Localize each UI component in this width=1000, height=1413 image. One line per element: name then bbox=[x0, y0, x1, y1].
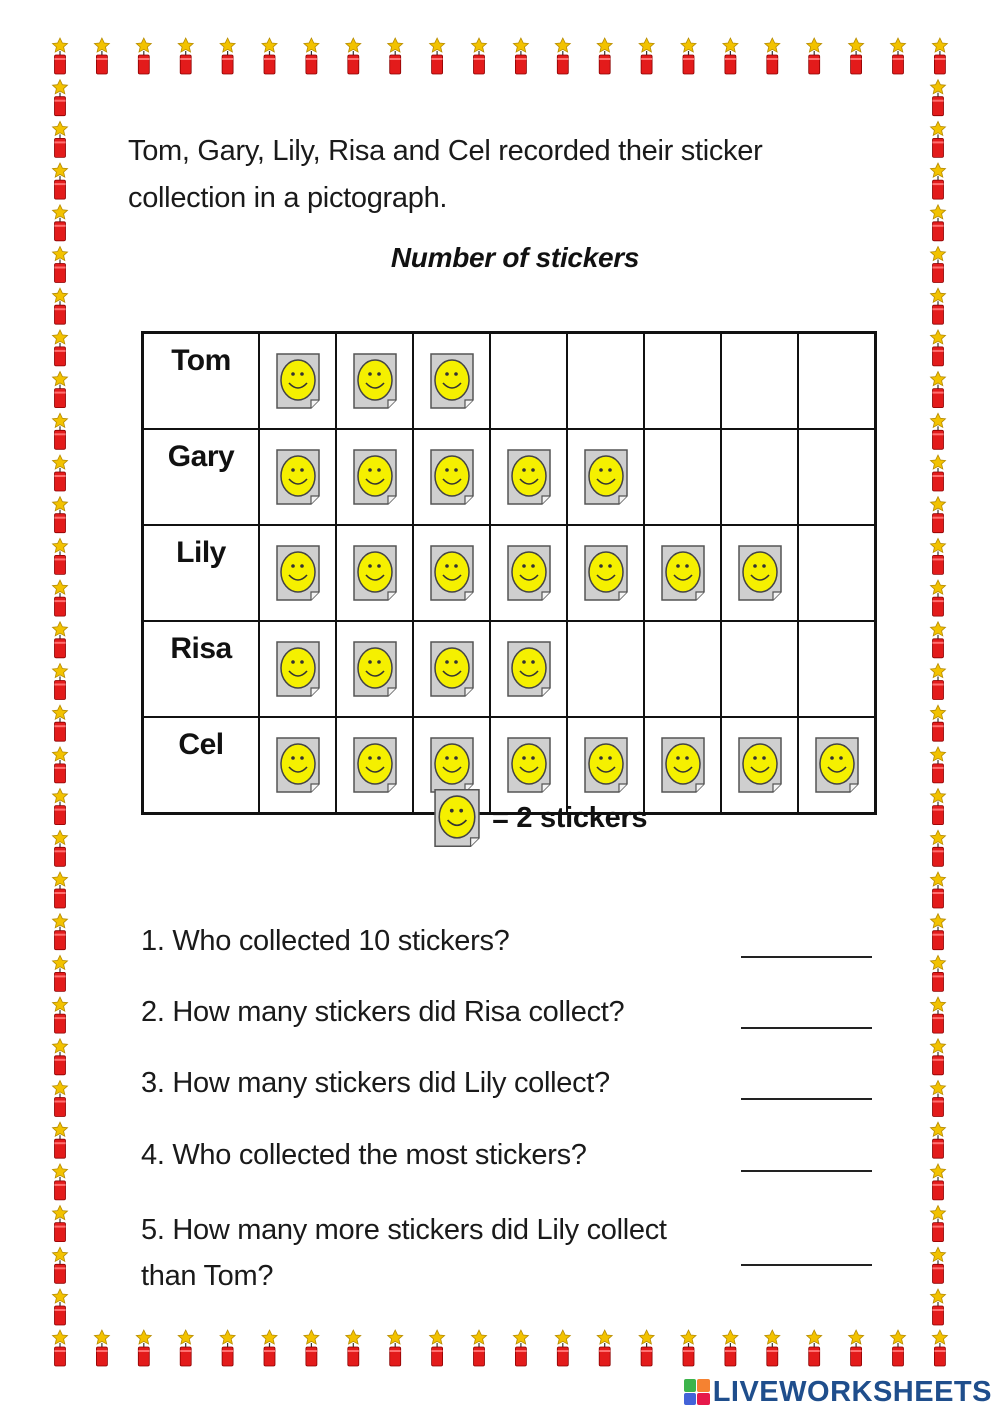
firecracker-icon bbox=[53, 705, 68, 741]
firecracker-icon bbox=[931, 372, 946, 408]
firecracker-icon bbox=[555, 38, 570, 74]
question-text: 5. How many more stickers did Lily collect than Tom? bbox=[141, 1214, 667, 1292]
question-1 bbox=[141, 918, 701, 964]
firecracker-icon bbox=[53, 872, 68, 908]
smiley-sticker-icon bbox=[584, 448, 628, 506]
smiley-sticker-icon bbox=[276, 544, 320, 602]
firecracker-icon bbox=[723, 1330, 738, 1366]
pictograph-table bbox=[141, 331, 877, 815]
firecracker-icon bbox=[932, 1330, 947, 1366]
firecracker-icon bbox=[555, 1330, 570, 1366]
firecracker-icon bbox=[53, 38, 68, 74]
firecracker-icon bbox=[53, 914, 68, 950]
pictograph-cell bbox=[259, 717, 336, 814]
pictograph-cell bbox=[413, 333, 490, 430]
firecracker-icon bbox=[931, 914, 946, 950]
firecracker-icon bbox=[931, 1039, 946, 1075]
firecracker-icon bbox=[681, 38, 696, 74]
firecracker-icon bbox=[639, 1330, 654, 1366]
pictograph-cell bbox=[798, 429, 876, 525]
smiley-sticker-icon bbox=[430, 640, 474, 698]
firecracker-icon bbox=[931, 705, 946, 741]
firecracker-icon bbox=[388, 38, 403, 74]
pictograph-cell bbox=[490, 333, 567, 430]
smiley-sticker-icon bbox=[276, 736, 320, 794]
firecracker-icon bbox=[178, 1330, 193, 1366]
firecracker-icon bbox=[931, 455, 946, 491]
firecracker-icon bbox=[931, 747, 946, 783]
firecracker-icon bbox=[931, 622, 946, 658]
smiley-sticker-icon bbox=[276, 640, 320, 698]
smiley-sticker-icon bbox=[353, 640, 397, 698]
firecracker-icon bbox=[931, 1206, 946, 1242]
firecracker-icon bbox=[931, 247, 946, 283]
firecracker-icon bbox=[53, 288, 68, 324]
pictograph-cell bbox=[259, 525, 336, 621]
firecracker-icon bbox=[931, 830, 946, 866]
firecracker-icon bbox=[849, 38, 864, 74]
question-text: 1. Who collected 10 stickers? bbox=[141, 925, 510, 957]
firecracker-icon bbox=[53, 580, 68, 616]
question-3 bbox=[141, 1060, 701, 1106]
pictograph-cell bbox=[567, 333, 644, 430]
pictograph-cell bbox=[798, 717, 876, 814]
firecracker-icon bbox=[931, 955, 946, 991]
pictograph-cell bbox=[490, 525, 567, 621]
smiley-sticker-icon bbox=[430, 352, 474, 410]
firecracker-icon bbox=[765, 1330, 780, 1366]
smiley-sticker-icon bbox=[507, 448, 551, 506]
pictograph-cell bbox=[721, 333, 798, 430]
firecracker-icon bbox=[931, 288, 946, 324]
firecracker-icon bbox=[931, 497, 946, 533]
pictograph-cell bbox=[798, 333, 876, 430]
answer-blank-3[interactable] bbox=[741, 1098, 872, 1100]
smiley-sticker-icon bbox=[276, 352, 320, 410]
smiley-sticker-icon bbox=[353, 736, 397, 794]
firecracker-icon bbox=[472, 1330, 487, 1366]
firecracker-icon bbox=[931, 872, 946, 908]
answer-blank-4[interactable] bbox=[741, 1170, 872, 1172]
pictograph-cell bbox=[336, 621, 413, 717]
firecracker-icon bbox=[931, 580, 946, 616]
firecracker-icon bbox=[430, 38, 445, 74]
firecracker-icon bbox=[53, 622, 68, 658]
watermark-text: LIVEWORKSHEETS bbox=[712, 1375, 992, 1408]
liveworksheets-watermark bbox=[684, 1375, 992, 1409]
question-4 bbox=[141, 1132, 701, 1178]
smiley-sticker-icon bbox=[815, 736, 859, 794]
pictograph-cell bbox=[336, 429, 413, 525]
firecracker-icon bbox=[53, 1122, 68, 1158]
answer-blank-5[interactable] bbox=[741, 1264, 872, 1266]
pictograph-cell bbox=[798, 621, 876, 717]
firecracker-icon bbox=[931, 205, 946, 241]
firecracker-icon bbox=[53, 497, 68, 533]
firecracker-icon bbox=[262, 38, 277, 74]
pictograph-cell bbox=[259, 621, 336, 717]
pictograph-row bbox=[143, 333, 876, 430]
row-label-risa: Risa bbox=[143, 621, 260, 717]
smiley-sticker-icon bbox=[507, 640, 551, 698]
firecracker-icon bbox=[597, 1330, 612, 1366]
firecracker-icon bbox=[53, 1289, 68, 1325]
intro-text: Tom, Gary, Lily, Risa and Cel recorded their sticker collection in a pictograph. bbox=[128, 135, 763, 214]
legend-label: = 2 stickers bbox=[492, 801, 648, 834]
smiley-sticker-icon bbox=[738, 736, 782, 794]
pictograph-cell bbox=[336, 333, 413, 430]
firecracker-icon bbox=[53, 121, 68, 157]
firecracker-icon bbox=[53, 372, 68, 408]
row-label-cel: Cel bbox=[143, 717, 260, 814]
firecracker-icon bbox=[639, 38, 654, 74]
firecracker-icon bbox=[53, 830, 68, 866]
firecracker-icon bbox=[807, 38, 822, 74]
pictograph-cell bbox=[336, 525, 413, 621]
firecracker-icon bbox=[53, 997, 68, 1033]
firecracker-icon bbox=[94, 1330, 109, 1366]
firecracker-icon bbox=[931, 121, 946, 157]
firecracker-icon bbox=[765, 38, 780, 74]
firecracker-icon bbox=[891, 1330, 906, 1366]
pictograph-cell bbox=[413, 429, 490, 525]
firecracker-icon bbox=[346, 38, 361, 74]
pictograph-cell bbox=[644, 621, 721, 717]
firecracker-icon bbox=[931, 538, 946, 574]
firecracker-icon bbox=[53, 413, 68, 449]
pictograph-cell bbox=[644, 717, 721, 814]
question-5 bbox=[141, 1207, 701, 1299]
firecracker-icon bbox=[891, 38, 906, 74]
firecracker-icon bbox=[931, 330, 946, 366]
pictograph-cell bbox=[567, 525, 644, 621]
firecracker-icon bbox=[53, 1206, 68, 1242]
firecracker-icon bbox=[53, 664, 68, 700]
firecracker-icon bbox=[931, 1122, 946, 1158]
smiley-sticker-icon bbox=[430, 448, 474, 506]
pictograph-row bbox=[143, 525, 876, 621]
pictograph-cell bbox=[644, 333, 721, 430]
smiley-sticker-icon bbox=[276, 448, 320, 506]
firecracker-icon bbox=[931, 1289, 946, 1325]
smiley-sticker-icon bbox=[353, 352, 397, 410]
firecracker-icon bbox=[304, 38, 319, 74]
firecracker-icon bbox=[931, 1247, 946, 1283]
firecracker-icon bbox=[931, 413, 946, 449]
firecracker-icon bbox=[53, 1164, 68, 1200]
smiley-sticker-icon bbox=[507, 544, 551, 602]
smiley-sticker-icon bbox=[661, 544, 705, 602]
smiley-sticker-icon bbox=[584, 544, 628, 602]
firecracker-icon bbox=[53, 1039, 68, 1075]
smiley-sticker-icon bbox=[738, 544, 782, 602]
firecracker-icon bbox=[53, 747, 68, 783]
smiley-sticker-icon bbox=[661, 736, 705, 794]
question-text: 3. How many stickers did Lily collect? bbox=[141, 1067, 610, 1099]
question-text: 4. Who collected the most stickers? bbox=[141, 1139, 587, 1171]
firecracker-icon bbox=[53, 455, 68, 491]
pictograph-cell bbox=[490, 429, 567, 525]
firecracker-icon bbox=[53, 538, 68, 574]
firecracker-icon bbox=[136, 1330, 151, 1366]
legend-icon bbox=[434, 787, 480, 849]
answer-blank-2[interactable] bbox=[741, 1027, 872, 1029]
firecracker-icon bbox=[388, 1330, 403, 1366]
firecracker-icon bbox=[931, 997, 946, 1033]
pictograph-cell bbox=[721, 717, 798, 814]
firecracker-icon bbox=[849, 1330, 864, 1366]
firecracker-icon bbox=[53, 1247, 68, 1283]
question-text: 2. How many stickers did Risa collect? bbox=[141, 996, 625, 1028]
smiley-sticker-icon bbox=[430, 544, 474, 602]
firecracker-icon bbox=[931, 664, 946, 700]
pictograph-cell bbox=[259, 333, 336, 430]
firecracker-icon bbox=[53, 1330, 68, 1366]
pictograph-cell bbox=[721, 429, 798, 525]
pictograph-cell bbox=[413, 621, 490, 717]
firecracker-icon bbox=[220, 38, 235, 74]
liveworksheets-logo-icon bbox=[684, 1379, 710, 1405]
row-label-lily: Lily bbox=[143, 525, 260, 621]
smiley-sticker-icon bbox=[353, 544, 397, 602]
pictograph-cell bbox=[644, 525, 721, 621]
firecracker-icon bbox=[931, 789, 946, 825]
pictograph-cell bbox=[413, 525, 490, 621]
firecracker-icon bbox=[220, 1330, 235, 1366]
firecracker-icon bbox=[94, 38, 109, 74]
pictograph-cell bbox=[798, 525, 876, 621]
row-label-tom: Tom bbox=[143, 333, 260, 430]
pictograph-cell bbox=[721, 525, 798, 621]
chart-legend bbox=[434, 786, 647, 850]
firecracker-icon bbox=[430, 1330, 445, 1366]
firecracker-icon bbox=[931, 1081, 946, 1117]
firecracker-icon bbox=[53, 205, 68, 241]
firecracker-icon bbox=[597, 38, 612, 74]
pictograph-cell bbox=[490, 621, 567, 717]
firecracker-icon bbox=[53, 80, 68, 116]
firecracker-icon bbox=[53, 330, 68, 366]
chart-title: Number of stickers bbox=[390, 242, 640, 273]
pictograph-cell bbox=[336, 717, 413, 814]
pictograph-cell bbox=[259, 429, 336, 525]
firecracker-icon bbox=[513, 38, 528, 74]
firecracker-icon bbox=[304, 1330, 319, 1366]
firecracker-icon bbox=[513, 1330, 528, 1366]
pictograph-cell bbox=[567, 621, 644, 717]
smiley-sticker-icon bbox=[353, 448, 397, 506]
firecracker-icon bbox=[53, 163, 68, 199]
firecracker-icon bbox=[53, 247, 68, 283]
smiley-sticker-icon bbox=[434, 787, 480, 849]
firecracker-icon bbox=[932, 38, 947, 74]
pictograph-row bbox=[143, 621, 876, 717]
firecracker-icon bbox=[178, 38, 193, 74]
firecracker-icon bbox=[346, 1330, 361, 1366]
firecracker-icon bbox=[262, 1330, 277, 1366]
answer-blank-1[interactable] bbox=[741, 956, 872, 958]
row-label-gary: Gary bbox=[143, 429, 260, 525]
question-2 bbox=[141, 989, 701, 1035]
firecracker-icon bbox=[931, 80, 946, 116]
firecracker-icon bbox=[681, 1330, 696, 1366]
firecracker-icon bbox=[931, 1164, 946, 1200]
firecracker-icon bbox=[136, 38, 151, 74]
firecracker-icon bbox=[53, 955, 68, 991]
pictograph-cell bbox=[567, 429, 644, 525]
firecracker-icon bbox=[931, 163, 946, 199]
firecracker-icon bbox=[807, 1330, 822, 1366]
firecracker-icon bbox=[53, 1081, 68, 1117]
pictograph-row bbox=[143, 429, 876, 525]
firecracker-icon bbox=[472, 38, 487, 74]
firecracker-icon bbox=[723, 38, 738, 74]
pictograph-cell bbox=[644, 429, 721, 525]
firecracker-icon bbox=[53, 789, 68, 825]
pictograph-cell bbox=[721, 621, 798, 717]
